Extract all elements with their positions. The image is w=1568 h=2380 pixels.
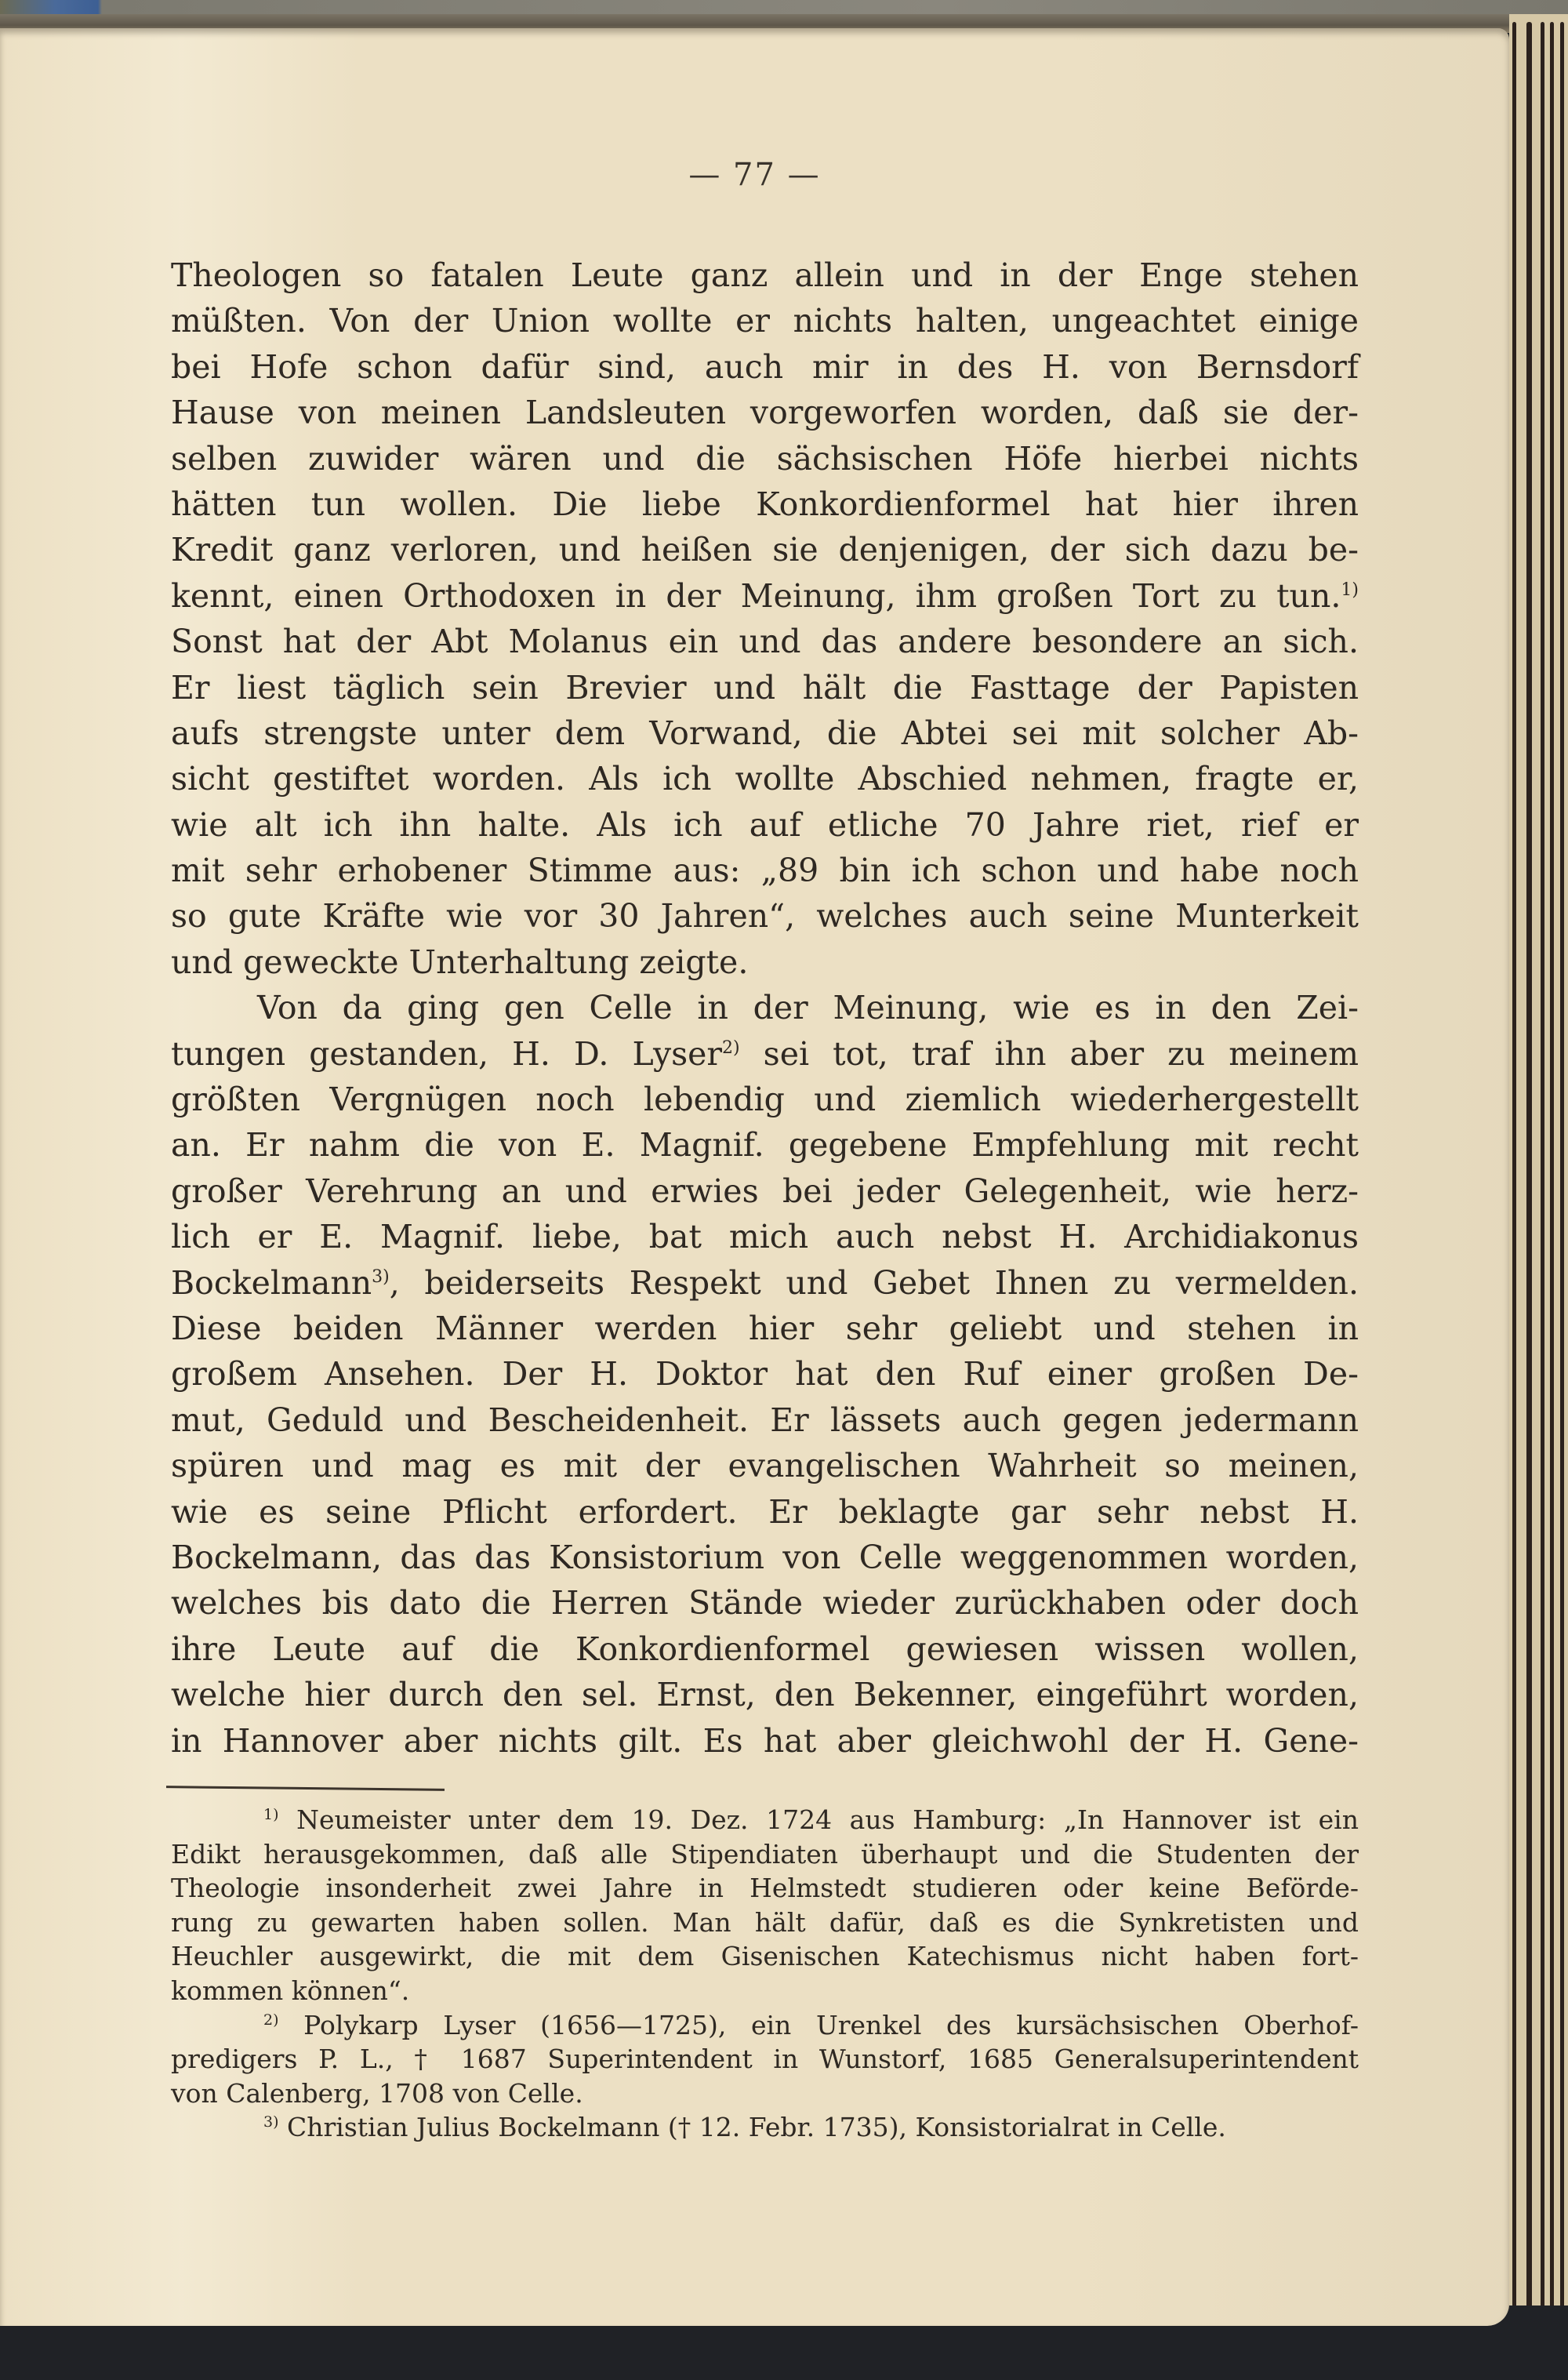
text-line: müßten. Von der Union wollte er nichts halten, ungeachtet einige: [171, 302, 1359, 340]
text-line: Hause von meinen Landsleuten vorgeworfen worden, daß sie der-: [171, 394, 1359, 432]
text-line: [171, 1260, 1359, 1306]
text-line: Bockelmann, das das Konsistorium von Celle weggenommen worden,: [171, 1538, 1359, 1576]
text-line: Er liest täglich sein Brevier und hält die Fasttage der Papisten: [171, 668, 1359, 707]
text-line: so gute Kräfte wie vor 30 Jahren“, welches auch seine Munterkeit: [171, 897, 1359, 936]
text-line: mut, Geduld und Bescheidenheit. Er lässets auch gegen jedermann: [171, 1401, 1359, 1439]
page-edge-line: [1526, 22, 1532, 2324]
text-line: ihre Leute auf die Konkordienformel gewiesen wissen wollen,: [171, 1630, 1359, 1668]
footnote-1-line: [171, 1803, 1359, 1837]
text-segment: sei tot, traf ihn aber zu meinem: [739, 1034, 1359, 1073]
text-line: lich er E. Magnif. liebe, bat mich auch nebst H. Archidiakonus: [171, 1218, 1359, 1256]
text-line: mit sehr erhobener Stimme aus: „89 bin ich schon und habe noch: [171, 852, 1359, 890]
text-segment: Neumeister unter dem 19. Dez. 1724 aus Hamburg: „In Hannover ist ein: [278, 1804, 1359, 1835]
footnote-ref-3[interactable]: 3): [372, 1266, 390, 1287]
page-edge-line: [1512, 22, 1516, 2324]
page-number: — 77 —: [688, 157, 821, 193]
stacked-page-edges: [1509, 14, 1568, 2324]
footnote-2-line: predigers P. L., † 1687 Superintendent in Wunstorf, 1685 Generalsuperintendent: [171, 2044, 1359, 2075]
text-line: großer Verehrung an und erwies bei jeder Gelegenheit, wie herz-: [171, 1172, 1359, 1210]
text-line: [171, 573, 1359, 619]
text-line: und geweckte Unterhaltung zeigte.: [171, 943, 749, 981]
footnote-2-line: von Calenberg, 1708 von Celle.: [171, 2077, 583, 2109]
main-text-block: [171, 253, 1359, 1764]
text-segment: tungen gestanden, H. D. Lyser: [171, 1034, 723, 1073]
text-segment: , beiderseits Respekt und Gebet Ihnen zu vermelden.: [389, 1263, 1359, 1302]
paragraph-start-line: Von da ging gen Celle in der Meinung, wie es in den Zei-: [257, 989, 1359, 1027]
text-line: in Hannover aber nichts gilt. Es hat aber gleichwohl der H. Gene-: [171, 1721, 1359, 1760]
text-line: hätten tun wollen. Die liebe Konkordienformel hat hier ihren: [171, 485, 1359, 523]
text-line: wie alt ich ihn halte. Als ich auf etliche 70 Jahre riet, rief er: [171, 805, 1359, 844]
text-segment: Polykarp Lyser (1656—1725), ein Urenkel des kursächsischen Oberhof-: [278, 2009, 1359, 2040]
footnote-3-line: [171, 2110, 1359, 2145]
page-edge-line: [1541, 22, 1544, 2324]
text-segment: Bockelmann: [171, 1263, 372, 1302]
text-segment: kennt, einen Orthodoxen in der Meinung, ihm großen Tort zu tun.: [171, 576, 1341, 615]
footnote-marker-3: 3): [263, 2113, 279, 2131]
text-line: aufs strengste unter dem Vorwand, die Abtei sei mit solcher Ab-: [171, 714, 1359, 752]
footnote-separator: [166, 1786, 445, 1791]
page-edge-line: [1560, 22, 1564, 2324]
text-line: bei Hofe schon dafür sind, auch mir in des H. von Bernsdorf: [171, 347, 1359, 386]
footnote-1-line: Heuchler ausgewirkt, die mit dem Gisenischen Katechismus nicht haben fort-: [171, 1941, 1359, 1972]
text-line: Kredit ganz verloren, und heißen sie denjenigen, der sich dazu be-: [171, 531, 1359, 569]
text-line: spüren und mag es mit der evangelischen Wahrheit so meinen,: [171, 1447, 1359, 1485]
footnote-1-line: Theologie insonderheit zwei Jahre in Helmstedt studieren oder keine Beförde-: [171, 1873, 1359, 1904]
page-edge-line: [1550, 22, 1554, 2324]
text-line: an. Er nahm die von E. Magnif. gegebene Empfehlung mit recht: [171, 1126, 1359, 1165]
text-line: selben zuwider wären und die sächsischen Höfe hierbei nichts: [171, 439, 1359, 478]
footnote-marker-2: 2): [263, 2011, 279, 2029]
text-line: welche hier durch den sel. Ernst, den Bekenner, eingeführt worden,: [171, 1676, 1359, 1714]
book-page: [0, 28, 1509, 2326]
text-line: sicht gestiftet worden. Als ich wollte Abschied nehmen, fragte er,: [171, 760, 1359, 798]
footnote-1-line: rung zu gewarten haben sollen. Man hält dafür, daß es die Synkretisten und: [171, 1906, 1359, 1938]
footnote-ref-1[interactable]: 1): [1341, 580, 1359, 600]
text-line: großem Ansehen. Der H. Doktor hat den Ruf einer großen De-: [171, 1355, 1359, 1393]
footnote-2-line: [171, 2008, 1359, 2043]
text-line: [171, 1031, 1359, 1077]
footnotes-block: [171, 1803, 1359, 2145]
footnote-ref-2[interactable]: 2): [722, 1037, 740, 1058]
footnote-1-line: kommen können“.: [171, 1975, 410, 2006]
text-line: Sonst hat der Abt Molanus ein und das andere besondere an sich.: [171, 623, 1359, 661]
footnote-marker-1: 1): [263, 1806, 279, 1823]
text-line: größten Vergnügen noch lebendig und ziemlich wiederhergestellt: [171, 1081, 1359, 1119]
text-segment: Christian Julius Bockelmann († 12. Febr. 1735), Konsistorialrat in Celle.: [278, 2112, 1226, 2143]
text-line: Diese beiden Männer werden hier sehr geliebt und stehen in: [171, 1309, 1359, 1347]
text-line: Theologen so fatalen Leute ganz allein und in der Enge stehen: [171, 256, 1359, 294]
text-line: wie es seine Pflicht erfordert. Er beklagte gar sehr nebst H.: [171, 1492, 1359, 1531]
text-line: welches bis dato die Herren Stände wieder zurückhaben oder doch: [171, 1584, 1359, 1622]
footnote-1-line: Edikt herausgekommen, daß alle Stipendiaten überhaupt und die Studenten der: [171, 1838, 1359, 1869]
